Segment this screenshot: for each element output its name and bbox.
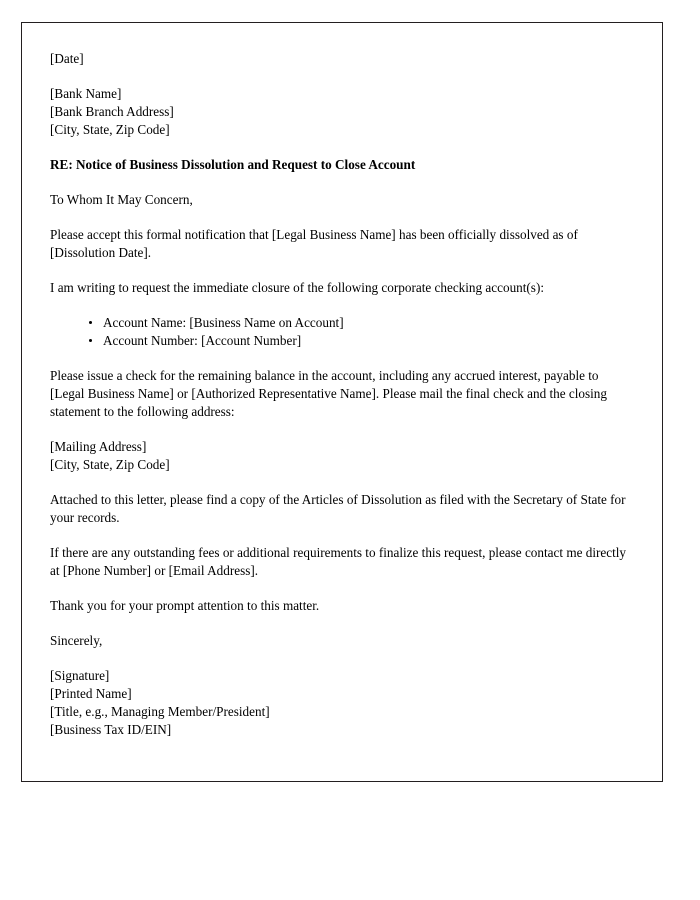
subject-line: RE: Notice of Business Dissolution and Request to Close Account <box>50 157 416 172</box>
salutation: To Whom It May Concern, <box>50 192 193 207</box>
paragraph-closure-request: I am writing to request the immediate closure of the following corporate checking account(s): <box>50 280 544 295</box>
paragraph-attachment: Attached to this letter, please find a copy of the Articles of Dissolution as filed with the Secretary of State for your records. <box>50 492 626 525</box>
recipient-bank-name: [Bank Name] <box>50 86 122 101</box>
account-details-list <box>50 314 628 350</box>
mailing-city-state-zip: [City, State, Zip Code] <box>50 457 170 472</box>
date-line: [Date] <box>50 51 84 66</box>
letter-border-box <box>21 22 663 782</box>
paragraph-dissolution-notice: Please accept this formal notification that [Legal Business Name] has been officially dissolved as of [Dissolution Date]. <box>50 227 578 260</box>
title-placeholder: [Title, e.g., Managing Member/President] <box>50 704 270 719</box>
signature-placeholder: [Signature] <box>50 668 110 683</box>
printed-name-placeholder: [Printed Name] <box>50 686 132 701</box>
paragraph-contact: If there are any outstanding fees or additional requirements to finalize this request, please contact me directly at [Phone Number] or [Email Address]. <box>50 545 627 578</box>
closing-line: Sincerely, <box>50 633 103 648</box>
list-item: Account Name: [Business Name on Account] <box>89 314 628 332</box>
list-item: Account Number: [Account Number] <box>89 332 628 350</box>
recipient-branch-address: [Bank Branch Address] <box>50 104 174 119</box>
mailing-address-block <box>50 438 628 474</box>
mailing-address-line: [Mailing Address] <box>50 439 147 454</box>
letter-content <box>50 50 628 739</box>
paragraph-balance-check: Please issue a check for the remaining balance in the account, including any accrued interest, payable to [Legal Business Name] or [Authorized Representative Name]. Please mail the final check and the closing statement to the following address: <box>50 368 607 419</box>
recipient-city-state-zip: [City, State, Zip Code] <box>50 122 170 137</box>
paragraph-thanks: Thank you for your prompt attention to this matter. <box>50 598 320 613</box>
recipient-address-block <box>50 85 628 139</box>
tax-id-placeholder: [Business Tax ID/EIN] <box>50 722 172 737</box>
signature-block <box>50 667 628 739</box>
